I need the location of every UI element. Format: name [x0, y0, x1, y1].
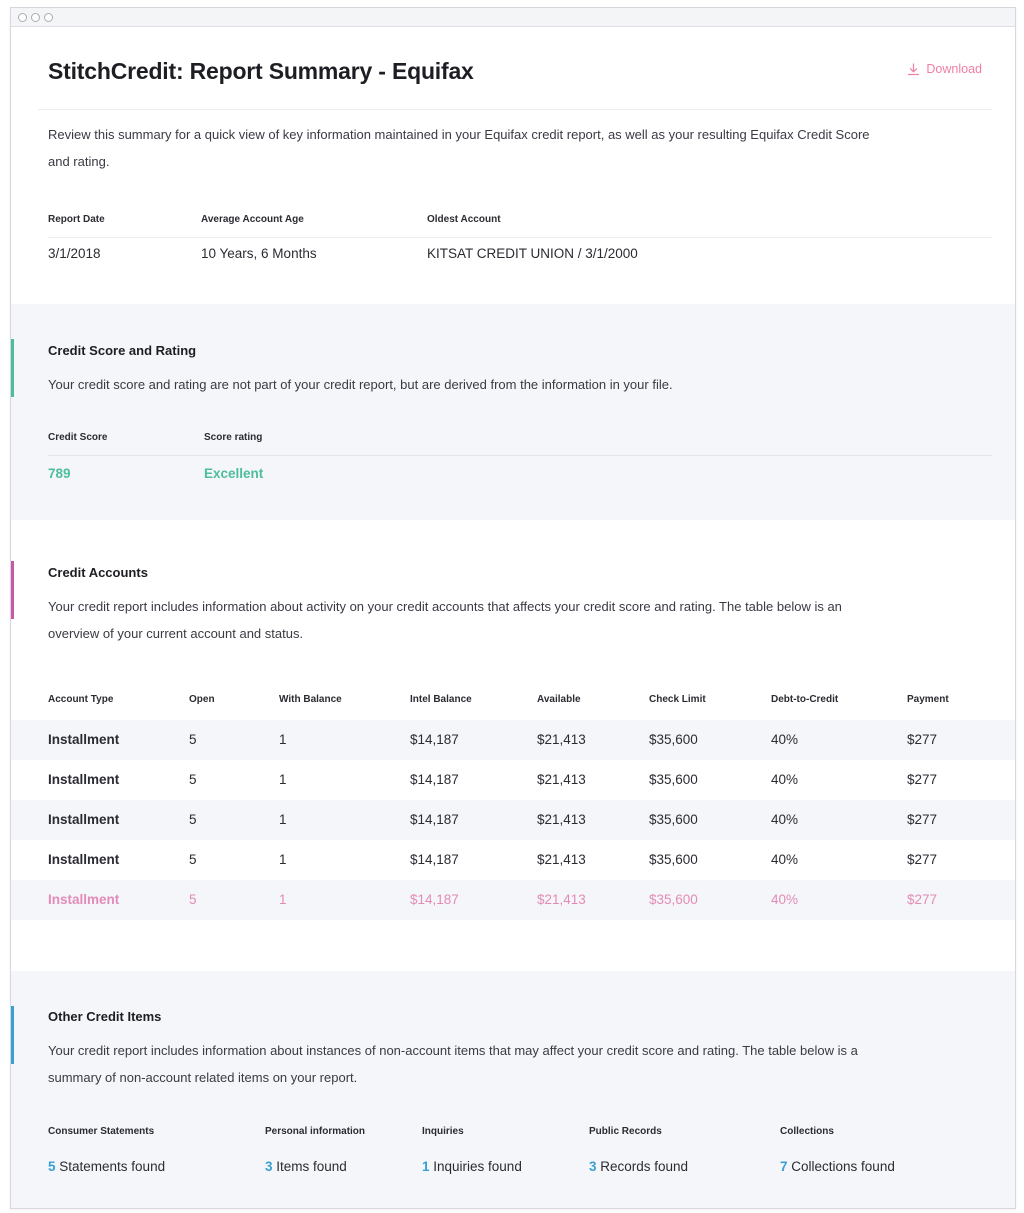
col-debt-to-credit: Debt-to-Credit: [771, 694, 839, 705]
credit-score-title: Credit Score and Rating: [48, 343, 197, 358]
cell-available: $21,413: [537, 812, 586, 827]
cell-check-limit: $35,600: [649, 772, 698, 787]
cell-available: $21,413: [537, 892, 586, 907]
col-check-limit: Check Limit: [649, 694, 706, 705]
credit-score-accent: [11, 339, 14, 397]
cell-intel-balance: $14,187: [410, 732, 459, 747]
items-count: 3: [265, 1159, 273, 1174]
page-title: StitchCredit: Report Summary - Equifax: [48, 58, 474, 84]
credit-score-description: Your credit score and rating are not part of your credit report, but are derived from the information in your file.: [48, 377, 673, 392]
cell-intel-balance: $14,187: [410, 772, 459, 787]
collections-found-link[interactable]: [780, 1159, 895, 1174]
col-intel-balance: Intel Balance: [410, 694, 472, 705]
credit-score-labels: [48, 432, 992, 456]
credit-accounts-accent: [11, 561, 14, 619]
cell-with-balance: 1: [279, 772, 287, 787]
window-titlebar: [11, 8, 1015, 27]
table-row[interactable]: [11, 760, 1016, 800]
avg-account-age-value: 10 Years, 6 Months: [201, 246, 317, 261]
cell-check-limit: $35,600: [649, 892, 698, 907]
records-text: Records found: [596, 1159, 689, 1174]
cell-open: 5: [189, 852, 197, 867]
cell-account-type: Installment: [48, 732, 120, 747]
oldest-account-value: KITSAT CREDIT UNION / 3/1/2000: [427, 246, 638, 261]
page-header: [38, 48, 992, 110]
cell-with-balance: 1: [279, 852, 287, 867]
other-items-description: Your credit report includes information about instances of non-account items that may affect your credit score and rating. The table below is a summary of non-account related items on your report.: [48, 1043, 858, 1085]
inquiries-count: 1: [422, 1159, 430, 1174]
col-open: Open: [189, 694, 215, 705]
download-button[interactable]: [907, 62, 982, 76]
statements-found-link[interactable]: [48, 1159, 165, 1174]
oldest-account-label: Oldest Account: [427, 214, 501, 225]
credit-score-label: Credit Score: [48, 432, 108, 443]
table-row[interactable]: [11, 800, 1016, 840]
cell-payment: $277: [907, 732, 938, 747]
cell-debt-to-credit: 40%: [771, 772, 799, 787]
table-row-highlighted[interactable]: [11, 880, 1016, 920]
cell-payment: $277: [907, 772, 938, 787]
cell-intel-balance: $14,187: [410, 892, 459, 907]
cell-account-type: Installment: [48, 772, 120, 787]
public-records-label: Public Records: [589, 1126, 662, 1137]
cell-account-type: Installment: [48, 892, 120, 907]
window-zoom-icon[interactable]: [44, 13, 53, 22]
collections-text: Collections found: [787, 1159, 895, 1174]
cell-open: 5: [189, 812, 197, 827]
cell-debt-to-credit: 40%: [771, 732, 799, 747]
cell-debt-to-credit: 40%: [771, 812, 799, 827]
items-found-link[interactable]: [265, 1159, 347, 1174]
report-date-value: 3/1/2018: [48, 246, 101, 261]
records-found-link[interactable]: [589, 1159, 688, 1174]
avg-account-age-label: Average Account Age: [201, 214, 304, 225]
col-available: Available: [537, 694, 581, 705]
download-icon: [907, 63, 920, 76]
collections-count: 7: [780, 1159, 788, 1174]
col-with-balance: With Balance: [279, 694, 342, 705]
cell-check-limit: $35,600: [649, 852, 698, 867]
accounts-table-header: [48, 694, 992, 718]
cell-with-balance: 1: [279, 812, 287, 827]
cell-available: $21,413: [537, 852, 586, 867]
window-minimize-icon[interactable]: [31, 13, 40, 22]
cell-intel-balance: $14,187: [410, 852, 459, 867]
cell-with-balance: 1: [279, 892, 287, 907]
cell-payment: $277: [907, 892, 938, 907]
other-items-accent: [11, 1006, 14, 1064]
score-rating-value: Excellent: [204, 466, 264, 481]
cell-available: $21,413: [537, 732, 586, 747]
cell-open: 5: [189, 892, 197, 907]
items-text: Items found: [272, 1159, 347, 1174]
cell-with-balance: 1: [279, 732, 287, 747]
inquiries-label: Inquiries: [422, 1126, 464, 1137]
col-account-type: Account Type: [48, 694, 114, 705]
table-row[interactable]: [11, 840, 1016, 880]
app-window: [10, 7, 1016, 1209]
credit-accounts-title: Credit Accounts: [48, 565, 148, 580]
other-items-title: Other Credit Items: [48, 1009, 162, 1024]
cell-check-limit: $35,600: [649, 732, 698, 747]
credit-accounts-description: Your credit report includes information about activity on your credit accounts that affects your credit score and rating. The table below is an overview of your current account and status.: [48, 599, 842, 641]
inquiries-text: Inquiries found: [429, 1159, 522, 1174]
cell-debt-to-credit: 40%: [771, 892, 799, 907]
cell-check-limit: $35,600: [649, 812, 698, 827]
statements-text: Statements found: [55, 1159, 166, 1174]
credit-score-value: 789: [48, 466, 71, 481]
other-items-labels: [48, 1126, 992, 1146]
cell-open: 5: [189, 772, 197, 787]
inquiries-found-link[interactable]: [422, 1159, 522, 1174]
consumer-statements-label: Consumer Statements: [48, 1126, 155, 1137]
cell-open: 5: [189, 732, 197, 747]
credit-score-section: [11, 304, 1016, 520]
cell-intel-balance: $14,187: [410, 812, 459, 827]
personal-information-label: Personal information: [265, 1126, 366, 1137]
statements-count: 5: [48, 1159, 56, 1174]
report-meta-labels: [48, 214, 992, 238]
cell-available: $21,413: [537, 772, 586, 787]
intro-text: Review this summary for a quick view of key information maintained in your Equifax credit report, as well as your resulting Equifax Credit Score and rating.: [48, 127, 870, 169]
records-count: 3: [589, 1159, 597, 1174]
window-close-icon[interactable]: [18, 13, 27, 22]
col-payment: Payment: [907, 694, 949, 705]
cell-debt-to-credit: 40%: [771, 852, 799, 867]
download-label: Download: [926, 62, 982, 76]
cell-payment: $277: [907, 852, 938, 867]
cell-payment: $277: [907, 812, 938, 827]
report-date-label: Report Date: [48, 214, 105, 225]
cell-account-type: Installment: [48, 852, 120, 867]
table-row[interactable]: [11, 720, 1016, 760]
collections-label: Collections: [780, 1126, 834, 1137]
score-rating-label: Score rating: [204, 432, 263, 443]
cell-account-type: Installment: [48, 812, 120, 827]
